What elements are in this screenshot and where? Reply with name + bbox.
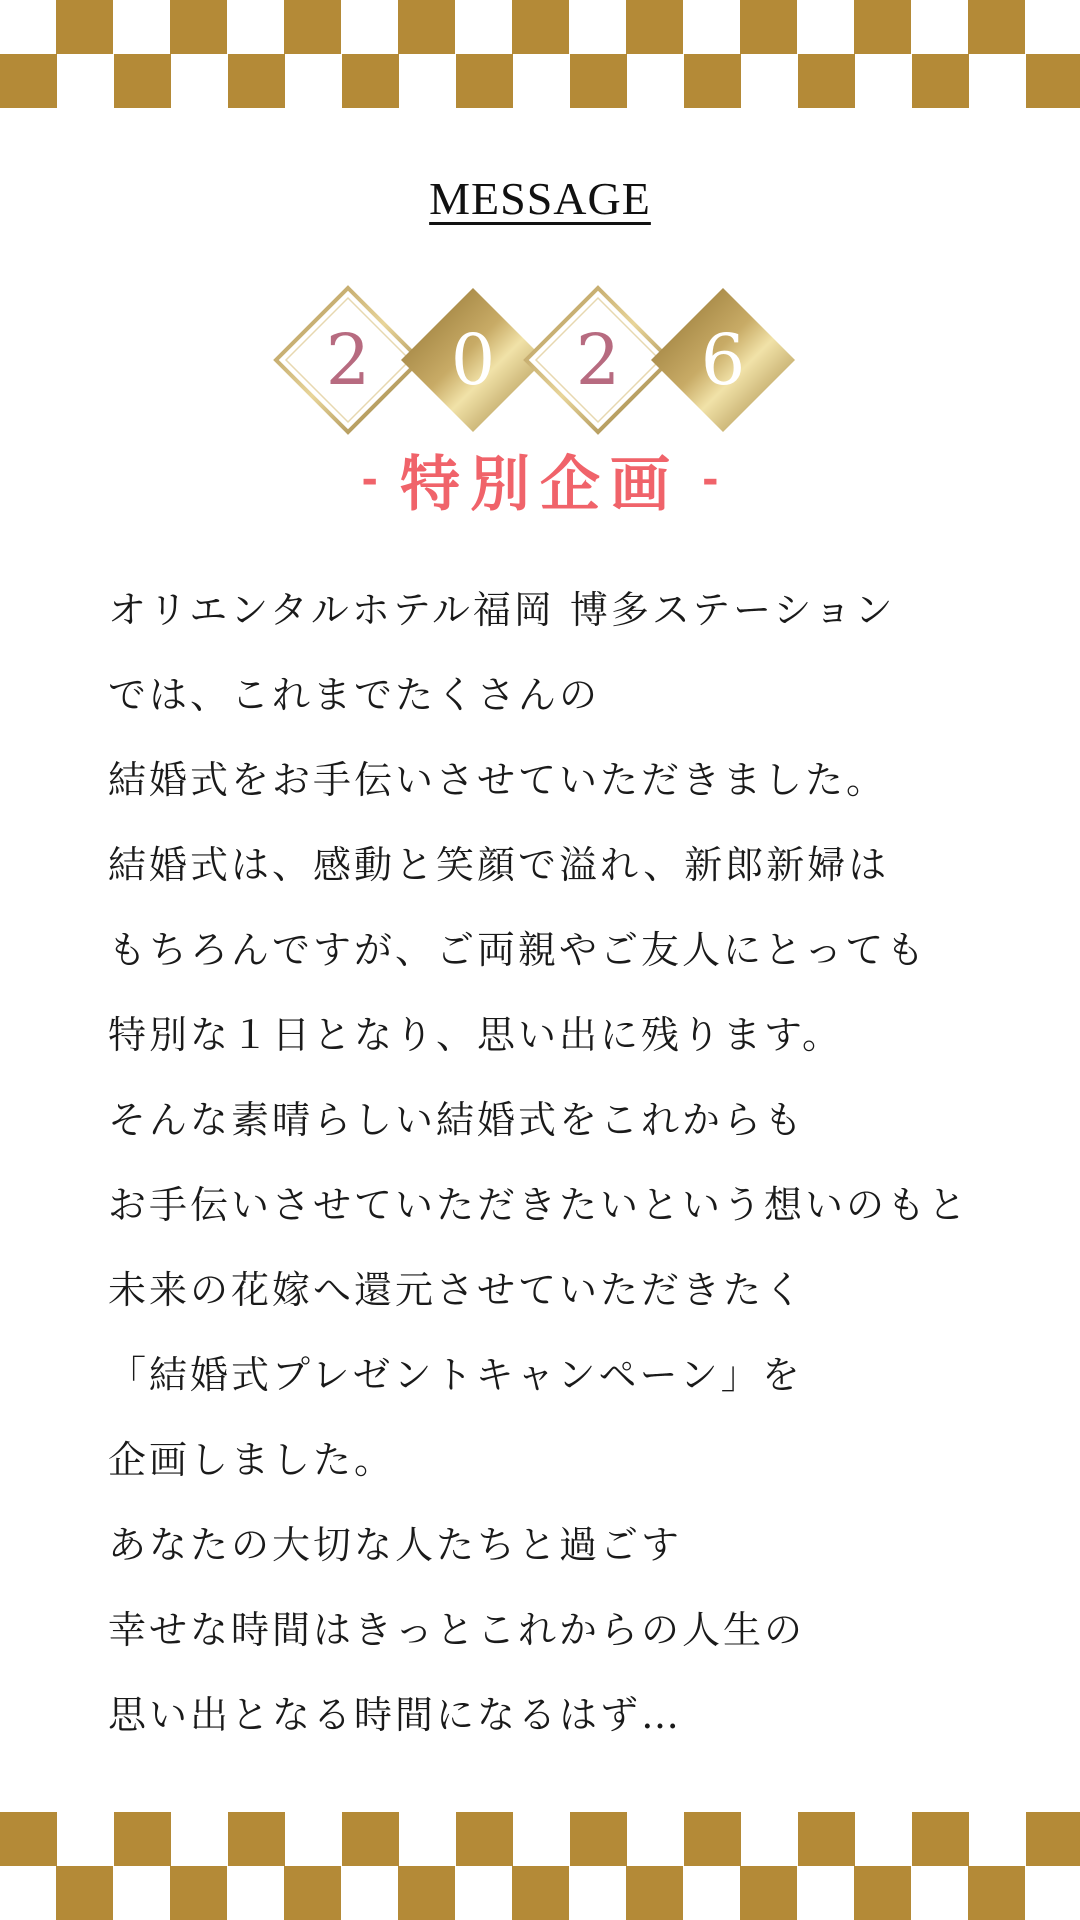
special-plan-text: 特別企画 (400, 450, 680, 520)
message-line: 結婚式をお手伝いさせていただきました。 (108, 758, 888, 802)
message-line: お手伝いさせていただきたいという想いのもと (108, 1183, 970, 1227)
year-digit-2: 0 (450, 319, 496, 401)
title-dash-left: - (361, 457, 378, 503)
message-body (108, 580, 1008, 1770)
message-heading-text: MESSAGE (429, 173, 651, 224)
message-line: 幸せな時間はきっとこれからの人生の (108, 1608, 806, 1652)
message-line: オリエンタルホテル福岡 博多ステーション (108, 588, 896, 632)
message-line: もちろんですが、ご両親やご友人にとっても (108, 928, 928, 972)
message-line: 企画しました。 (108, 1438, 396, 1482)
checker-border-top (0, 0, 1080, 108)
message-line: そんな素晴らしい結婚式をこれからも (108, 1098, 806, 1142)
message-line: では、これまでたくさんの (108, 673, 601, 717)
message-line: あなたの大切な人たちと過ごす (108, 1523, 683, 1567)
checker-border-bottom (0, 1812, 1080, 1920)
year-digit-1: 2 (325, 319, 371, 401)
message-line: 結婚式は、感動と笑顔で溢れ、新郎新婦は (108, 843, 890, 887)
message-line: 「結婚式プレゼントキャンペーン」を (108, 1353, 803, 1397)
title-dash-right: - (702, 457, 719, 503)
message-line: 特別な１日となり、思い出に残ります。 (108, 1013, 843, 1057)
special-plan-title (0, 440, 1080, 520)
message-line: 思い出となる時間になるはず… (108, 1693, 683, 1737)
year-digit-4: 6 (700, 319, 746, 401)
message-line: 未来の花嫁へ還元させていただきたく (108, 1268, 806, 1312)
message-heading (0, 172, 1080, 225)
year-logo (270, 280, 810, 440)
year-digit-3: 2 (575, 319, 621, 401)
